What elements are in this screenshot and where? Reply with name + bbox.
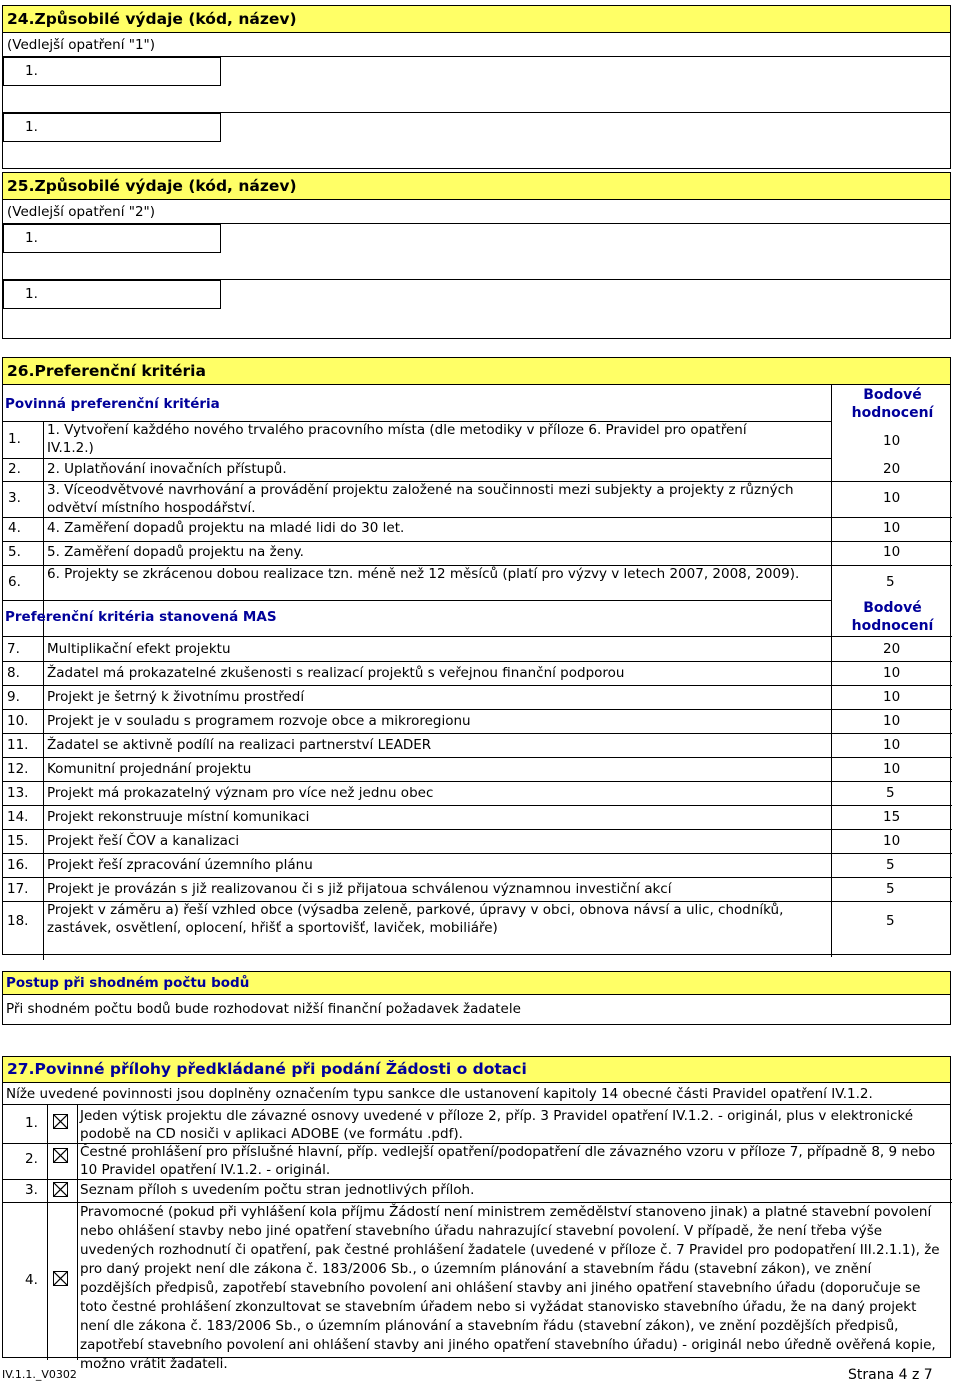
footer-form-code: IV.1.1._V0302 [2, 1368, 77, 1381]
criterion-points: 5 [886, 857, 895, 873]
section-24-row-2 [2, 112, 951, 169]
criterion-points: 10 [883, 713, 901, 729]
criterion-number: 18. [7, 912, 29, 929]
section-24-subtitle: (Vedlejší opatření "1") [7, 37, 156, 53]
section-24-header [2, 5, 951, 33]
checkbox-x-icon [54, 1272, 67, 1285]
criterion-number: 5. [8, 544, 21, 560]
attachment-text: Seznam příloh s uvedením počtu stran jednotlivých příloh. [80, 1182, 475, 1198]
tie-break-body [2, 994, 951, 1025]
checkbox-x-icon [54, 1149, 67, 1162]
criterion-number: 6. [8, 574, 21, 590]
tie-break-text: Při shodném počtu bodů bude rozhodovat nižší finanční požadavek žadatele [6, 1001, 521, 1017]
points-header: Bodové hodnocení [851, 600, 934, 634]
attachment-text: Pravomocné (pokud při vyhlášení kola příjmu Žádostí není ministrem zemědělství stanoveno jinak) a platné stavební povolení nebo ohlášení stavby nebo jiné opatření stavebního úřadu nahrazující stavební povolení. V případě, že není třeba výše uvedených rozhodnutí či opatření, pak čestné prohlášení žadatele (uvedené v příloze č. 7 Pravidel pro podopatření III.2.1.1), že pro daný projekt není dle zákona č. 183/2006 Sb., o územním plánování a stavebním řádu (stavební zákon), ve znění pozdějších předpisů, zapotřebí stavebního povolení ani ohlášení stavby ani jiného opatření stavebního úřadu (doporučuje se toto čestné prohlášení zkonzultovat se stavebním úřadem nebo si vyžádat stanovisko stavebního úřadu, že na daný projekt není dle zákona č. 183/2006 Sb., o územním plánování a stavebním řádu (stavební zákon), ve znění pozdějších předpisů, zapotřebí stavebního povolení ani ohlášení stavby ani jiného opatření stavebního úřadu) - originál nebo úředně ověřená kopie, možno vrátit žadateli. [80, 1204, 940, 1372]
tie-break-header [2, 971, 951, 995]
criterion-text: Projekt je provázán s již realizovanou či s již přijatoua schválenou významnou investiční akcí [47, 881, 672, 897]
criterion-number: 10. [7, 713, 29, 729]
row-divider [3, 1179, 952, 1180]
criterion-points: 10 [883, 737, 901, 753]
criterion-points: 5 [886, 912, 895, 929]
attachment-number: 2. [25, 1151, 38, 1167]
criteria-table [2, 384, 951, 955]
section-25-subtitle: (Vedlejší opatření "2") [7, 204, 156, 220]
section-26-title: 26.Preferenční kritéria [7, 362, 206, 380]
criterion-number: 8. [7, 665, 20, 681]
criterion-points: 5 [886, 785, 895, 801]
row-number: 1. [25, 286, 38, 302]
section-24-sub [2, 32, 951, 57]
criterion-text: Projekt je v souladu s programem rozvoje obce a mikroregionu [47, 713, 471, 729]
criterion-number: 13. [7, 785, 29, 801]
attachment-checkbox[interactable] [53, 1182, 68, 1197]
criterion-number: 9. [7, 689, 20, 705]
checkbox-x-icon [54, 1115, 67, 1128]
row-divider [3, 661, 952, 662]
criterion-points: 20 [883, 641, 901, 657]
criterion-text: 4. Zaměření dopadů projektu na mladé lidi do 30 let. [47, 520, 405, 536]
criterion-number: 3. [8, 490, 21, 506]
attachment-number: 1. [25, 1115, 38, 1131]
criterion-points: 10 [883, 665, 901, 681]
criterion-text: Projekt řeší zpracování územního plánu [47, 857, 313, 873]
row-divider [3, 600, 832, 601]
row-divider [3, 636, 952, 637]
criterion-number: 7. [7, 641, 20, 657]
row-divider [3, 709, 952, 710]
row-divider [3, 458, 832, 459]
criterion-points: 10 [883, 433, 901, 449]
section-25-row-1 [2, 223, 951, 280]
criterion-text: 3. Víceodvětvové navrhování a provádění projektu založené na součinnosti mezi subjekty a projekty z různých odvětví místního hospodářství. [47, 482, 794, 516]
row-divider [3, 853, 952, 854]
criterion-text: 1. Vytvoření každého nového trvalého pracovního místa (dle metodiky v příloze 6. Pravidel pro opatření IV.1.2.) [47, 422, 747, 456]
footer-page-number: Strana 4 z 7 [848, 1367, 933, 1383]
row-divider [3, 517, 952, 518]
points-header: Bodové hodnocení [851, 387, 934, 421]
section-25-header [2, 172, 951, 200]
criterion-number: 12. [7, 761, 29, 777]
criterion-number: 16. [7, 857, 29, 873]
criterion-text: 6. Projekty se zkrácenou dobou realizace tzn. méně než 12 měsíců (platí pro výzvy v letech 2007, 2008, 2009). [47, 566, 800, 582]
num-col-divider [43, 421, 44, 960]
criterion-points: 10 [883, 544, 901, 560]
row-divider [3, 733, 952, 734]
criterion-points: 5 [886, 881, 895, 897]
criterion-points: 10 [883, 490, 901, 506]
mandatory-criteria-header: Povinná preferenční kritéria [5, 396, 220, 412]
criterion-text: 2. Uplatňování inovačních přístupů. [47, 461, 287, 477]
mas-criteria-header: Preferenční kritéria stanovená MAS [5, 609, 277, 625]
criterion-text: Komunitní projednání projektu [47, 761, 252, 777]
section-25-title: 25.Způsobilé výdaje (kód, název) [7, 177, 297, 195]
attachment-checkbox[interactable] [53, 1271, 68, 1286]
criterion-number: 15. [7, 833, 29, 849]
criterion-text: Žadatel se aktivně podílí na realizaci partnerství LEADER [47, 737, 432, 753]
criterion-text: Projekt má prokazatelný význam pro více než jednu obec [47, 785, 434, 801]
row-divider [3, 829, 952, 830]
section-25-sub [2, 199, 951, 224]
section-24-title: 24.Způsobilé výdaje (kód, název) [7, 10, 297, 28]
checkbox-x-icon [54, 1183, 67, 1196]
criterion-text: Projekt je šetrný k životnímu prostředí [47, 689, 305, 705]
section-27-header [2, 1056, 951, 1083]
points-col-divider [831, 384, 832, 957]
attachment-text: Jeden výtisk projektu dle závazné osnovy uvedené v příloze 2, příp. 3 Pravidel opatření IV.1.2. - originál, plus v elektronické podobě na CD nosiči v aplikaci ADOBE (ve formátu .pdf). [80, 1108, 914, 1142]
row-number: 1. [25, 119, 38, 135]
criterion-points: 15 [883, 809, 901, 825]
criterion-points: 10 [883, 833, 901, 849]
row-number: 1. [25, 230, 38, 246]
section-27-intro-text: Níže uvedené povinnosti jsou doplněny označením typu sankce dle ustanovení kapitoly 14 obecné části Pravidel opatření IV.1.2. [6, 1086, 873, 1102]
criterion-number: 4. [8, 520, 21, 536]
criterion-text: Multiplikační efekt projektu [47, 641, 231, 657]
criterion-text: Žadatel má prokazatelné zkušenosti s realizací projektů s veřejnou finanční podporou [47, 665, 625, 681]
row-number: 1. [25, 63, 38, 79]
criterion-number: 14. [7, 809, 29, 825]
row-divider [3, 805, 952, 806]
attachment-number: 4. [25, 1272, 38, 1288]
attachment-number: 3. [25, 1182, 38, 1198]
row-divider [3, 757, 952, 758]
criterion-number: 2. [8, 461, 21, 477]
section-24-row-1 [2, 56, 951, 113]
criterion-points: 10 [883, 689, 901, 705]
criterion-number: 11. [7, 737, 29, 753]
attachment-checkbox[interactable] [53, 1148, 68, 1163]
criterion-number: 1. [8, 431, 21, 447]
criterion-points: 20 [883, 461, 901, 477]
criterion-text: Projekt rekonstruuje místní komunikaci [47, 809, 310, 825]
criterion-points: 10 [883, 520, 901, 536]
criterion-number: 17. [7, 881, 29, 897]
criterion-points: 10 [883, 761, 901, 777]
row-divider [3, 685, 952, 686]
section-26-header [2, 357, 951, 385]
criterion-text: 5. Zaměření dopadů projektu na ženy. [47, 544, 304, 560]
section-27-title: 27.Povinné přílohy předkládané při podání Žádosti o dotaci [7, 1060, 527, 1078]
tie-break-title: Postup při shodném počtu bodů [6, 975, 250, 991]
row-divider [3, 781, 952, 782]
criterion-text: Projekt v záměru a) řeší vzhled obce (výsadba zeleně, parkové, úpravy v obci, obnova návsí a ulic, chodníků, zastávek, osvětlení, oplocení, hřišť a sportovišť, laviček, mobiliáře) [47, 902, 784, 936]
criterion-points: 5 [886, 574, 895, 590]
criterion-text: Projekt řeší ČOV a kanalizaci [47, 833, 240, 849]
attachments-table [2, 1104, 951, 1372]
section-25-row-2 [2, 279, 951, 339]
attachment-checkbox[interactable] [53, 1114, 68, 1129]
section-27-intro [2, 1082, 951, 1105]
row-divider [3, 877, 952, 878]
attachment-text: Čestné prohlášení pro příslušné hlavní, příp. vedlejší opatření/podopatření dle závazného vzoru v příloze 7, případně 8, 9 nebo 10 Pravidel opatření IV.1.2. - originál. [80, 1144, 936, 1178]
row-divider [3, 541, 952, 542]
